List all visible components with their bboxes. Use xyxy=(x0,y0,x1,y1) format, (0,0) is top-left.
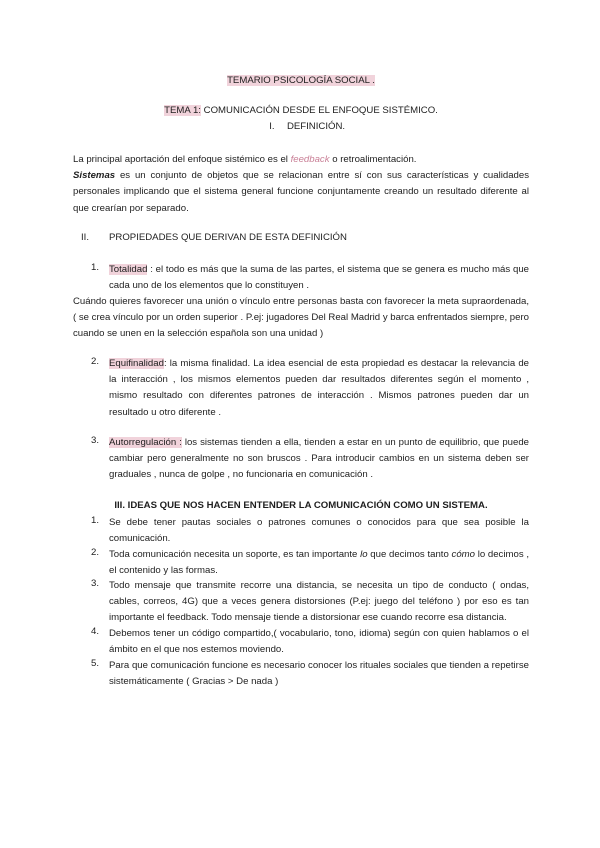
property-3-text: Autorregulación : los sistemas tienden a ella, tienden a estar en un punto de equilibrio, que puede cambiar pero generalmente no son bruscos . Para introducir cambios en un sistema deben ser graduales , nunca de golpe , no funcionaria en comunicación . xyxy=(109,437,530,481)
idea-2-number: 2. xyxy=(91,547,100,558)
tema-heading xyxy=(73,105,529,116)
property-2-label: Equifinalidad xyxy=(109,358,164,369)
idea-5-number: 5. xyxy=(91,658,100,669)
property-2-text: Equifinalidad: la misma finalidad. La idea esencial de esta propiedad es destacar la relevancia de la interacción , los mismos elementos pueden dar resultados diferentes según el momento , mismo resultado con diferentes patrones de interacción . Mismos patrones pueden dar un resultado u otro diferente . xyxy=(109,358,529,418)
tema-title: COMUNICACIÓN DESDE EL ENFOQUE SISTÉMICO. xyxy=(200,105,438,116)
main-title: TEMARIO PSICOLOGÍA SOCIAL . xyxy=(227,75,375,86)
property-1-extra: Cuándo quieres favorecer una unión o vínculo entre personas basta con favorecer la meta supraordenada, ( se crea vínculo por un orden superior . P.ej: jugadores Del Real Madrid y barca enfrentados siempre, pero cuando se unen en la selección española son una unidad ) xyxy=(73,296,529,340)
idea-1-number: 1. xyxy=(91,515,100,526)
property-3-label: Autorregulación : xyxy=(109,437,182,448)
section-2-heading xyxy=(81,232,347,243)
idea-2-text: Toda comunicación necesita un soporte, es tan importante lo que decimos tanto cómo lo decimos , el contenido y las formas. xyxy=(109,549,529,577)
property-3-number: 3. xyxy=(91,435,100,446)
property-2-number: 2. xyxy=(91,356,100,367)
section-2-title: PROPIEDADES QUE DERIVAN DE ESTA DEFINICIÓN xyxy=(109,232,347,243)
section-1-title: DEFINICIÓN. xyxy=(286,121,346,132)
section-1-number: I. xyxy=(269,121,275,132)
idea-3-number: 3. xyxy=(91,578,100,589)
feedback-term: feedback xyxy=(290,154,330,165)
idea-4-number: 4. xyxy=(91,626,100,637)
section-2-number: II. xyxy=(81,232,89,243)
idea-4-text: Debemos tener un código compartido,( vocabulario, tono, idioma) según con quien hablamos o el ámbito en el que nos estemos moviendo. xyxy=(109,628,529,656)
intro-paragraph: La principal aportación del enfoque sistémico es el feedback o retroalimentación. Sistemas es un conjunto de objetos que se relacionan entre sí con sus características y cualidades personales implicando que el sistema general funcione conjuntamente creando un resultado diferente al que crearían por separado. xyxy=(73,154,529,214)
sistemas-definition: es un conjunto de objetos que se relacionan entre sí con sus características y cualidades personales implicando que el sistema general funcione conjuntamente creando un resultado diferente al que crearían por separado. xyxy=(73,170,529,214)
tema-label: TEMA 1: xyxy=(164,105,201,116)
idea-5-text: Para que comunicación funcione es necesario conocer los rituales sociales que tienden a repetirse sistemáticamente ( Gracias > De nada ) xyxy=(109,660,529,688)
property-1-text: Totalidad : el todo es más que la suma de las partes, el sistema que se genera es mucho más que cada uno de los elementos que lo constituyen . xyxy=(109,264,529,292)
idea-1-text: Se debe tener pautas sociales o patrones comunes o conocidos para que sea posible la comunicación. xyxy=(109,517,529,545)
section-1-heading xyxy=(73,121,529,132)
sistemas-term: Sistemas xyxy=(73,170,116,182)
property-1-number: 1. xyxy=(91,262,100,273)
section-3-heading: III. IDEAS QUE NOS HACEN ENTENDER LA COMUNICACIÓN COMO UN SISTEMA. xyxy=(114,500,488,511)
idea-3-text: Todo mensaje que transmite recorre una distancia, se necesita un tipo de conducto ( ondas, cables, correos, 4G) que a veces genera distorsiones (P.ej: juego del teléfono ) por eso es tan importante el feedback. Todo mensaje tiende a distorsionar ese cuando recorre esa distancia. xyxy=(109,580,529,624)
property-1-label: Totalidad xyxy=(109,264,148,275)
